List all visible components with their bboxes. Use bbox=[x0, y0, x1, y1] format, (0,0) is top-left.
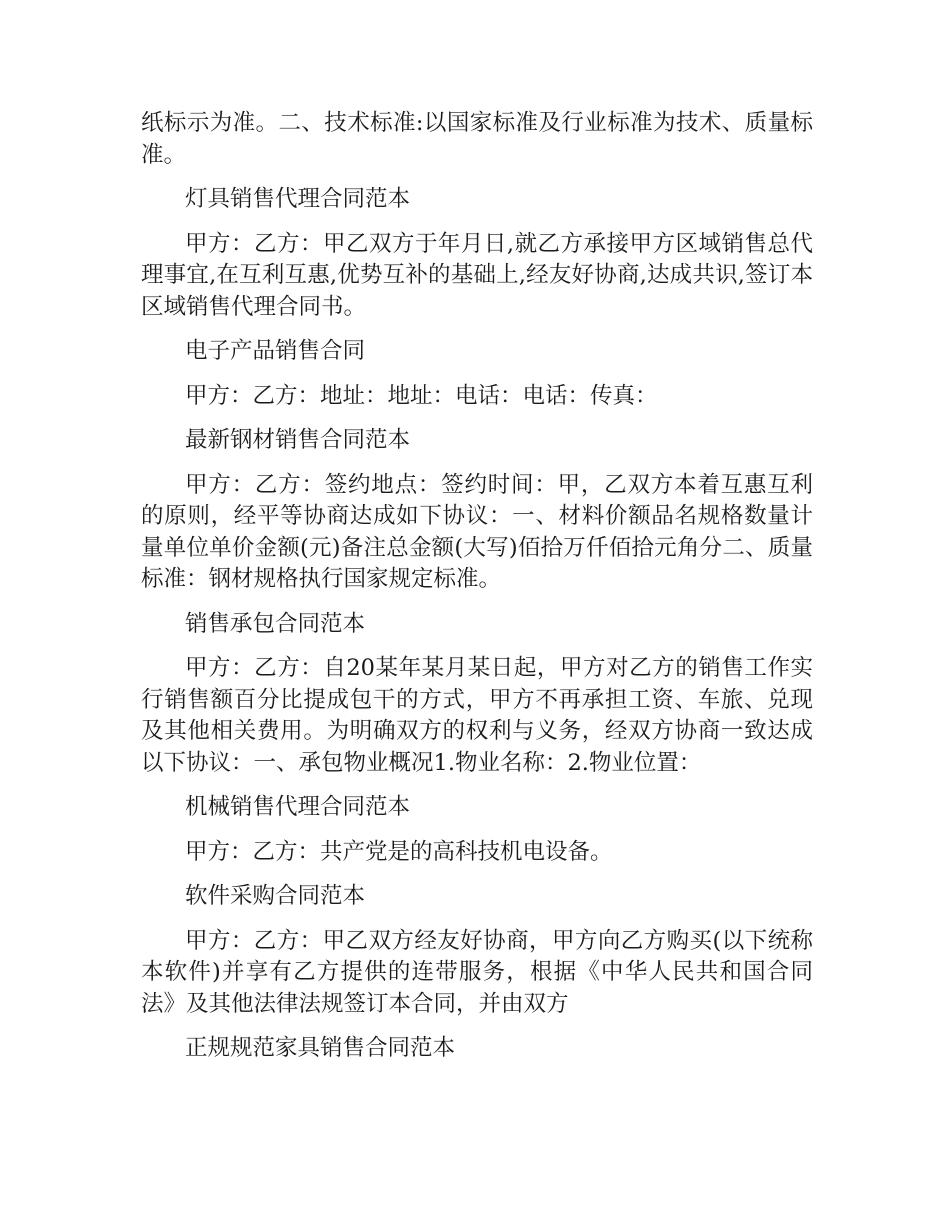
paragraph-lamp-sales-agency: 甲方：乙方：甲乙双方于年月日,就乙方承接甲方区域销售总代理事宜,在互利互惠,优势互补的基础上,经友好协商,达成共识,签订本区域销售代理合同书。 bbox=[141, 230, 813, 320]
heading-software-procurement: 软件采购合同范本 bbox=[185, 883, 366, 909]
heading-lamp-sales-agency: 灯具销售代理合同范本 bbox=[185, 186, 411, 212]
heading-steel-sales: 最新钢材销售合同范本 bbox=[185, 427, 411, 453]
heading-machinery-sales-agency: 机械销售代理合同范本 bbox=[185, 794, 411, 820]
paragraph-sales-contracting: 甲方：乙方：自20某年某月某日起，甲方对乙方的销售工作实行销售额百分比提成包干的方式，甲方不再承担工资、车旅、兑现及其他相关费用。为明确双方的权利与义务，经双方协商一致达成以下协议：一、承包物业概况1.物业名称：2.物业位置： bbox=[141, 655, 813, 776]
paragraph-steel-sales: 甲方：乙方：签约地点：签约时间：甲，乙双方本着互惠互利的原则，经平等协商达成如下协议：一、材料价额品名规格数量计量单位单价金额(元)备注总金额(大写)佰拾万仟佰拾元角分二、质量标准：钢材规格执行国家规定标准。 bbox=[141, 471, 813, 592]
paragraph-software-procurement: 甲方：乙方：甲乙双方经友好协商，甲方向乙方购买(以下统称本软件)并享有乙方提供的连带服务，根据《中华人民共和国合同法》及其他法律法规签订本合同，并由双方 bbox=[141, 927, 813, 1017]
heading-electronics-sales: 电子产品销售合同 bbox=[185, 338, 366, 364]
heading-furniture-sales: 正规规范家具销售合同范本 bbox=[185, 1035, 456, 1061]
document-page bbox=[141, 108, 813, 1078]
heading-sales-contracting: 销售承包合同范本 bbox=[185, 610, 366, 637]
paragraph-electronics-sales: 甲方：乙方：地址：地址：电话：电话：传真： bbox=[185, 382, 658, 409]
paragraph-machinery-sales-agency: 甲方：乙方：共产党是的高科技机电设备。 bbox=[185, 838, 613, 865]
paragraph-technical-standard: 纸标示为准。二、技术标准:以国家标准及行业标准为技术、质量标准。 bbox=[141, 110, 813, 168]
